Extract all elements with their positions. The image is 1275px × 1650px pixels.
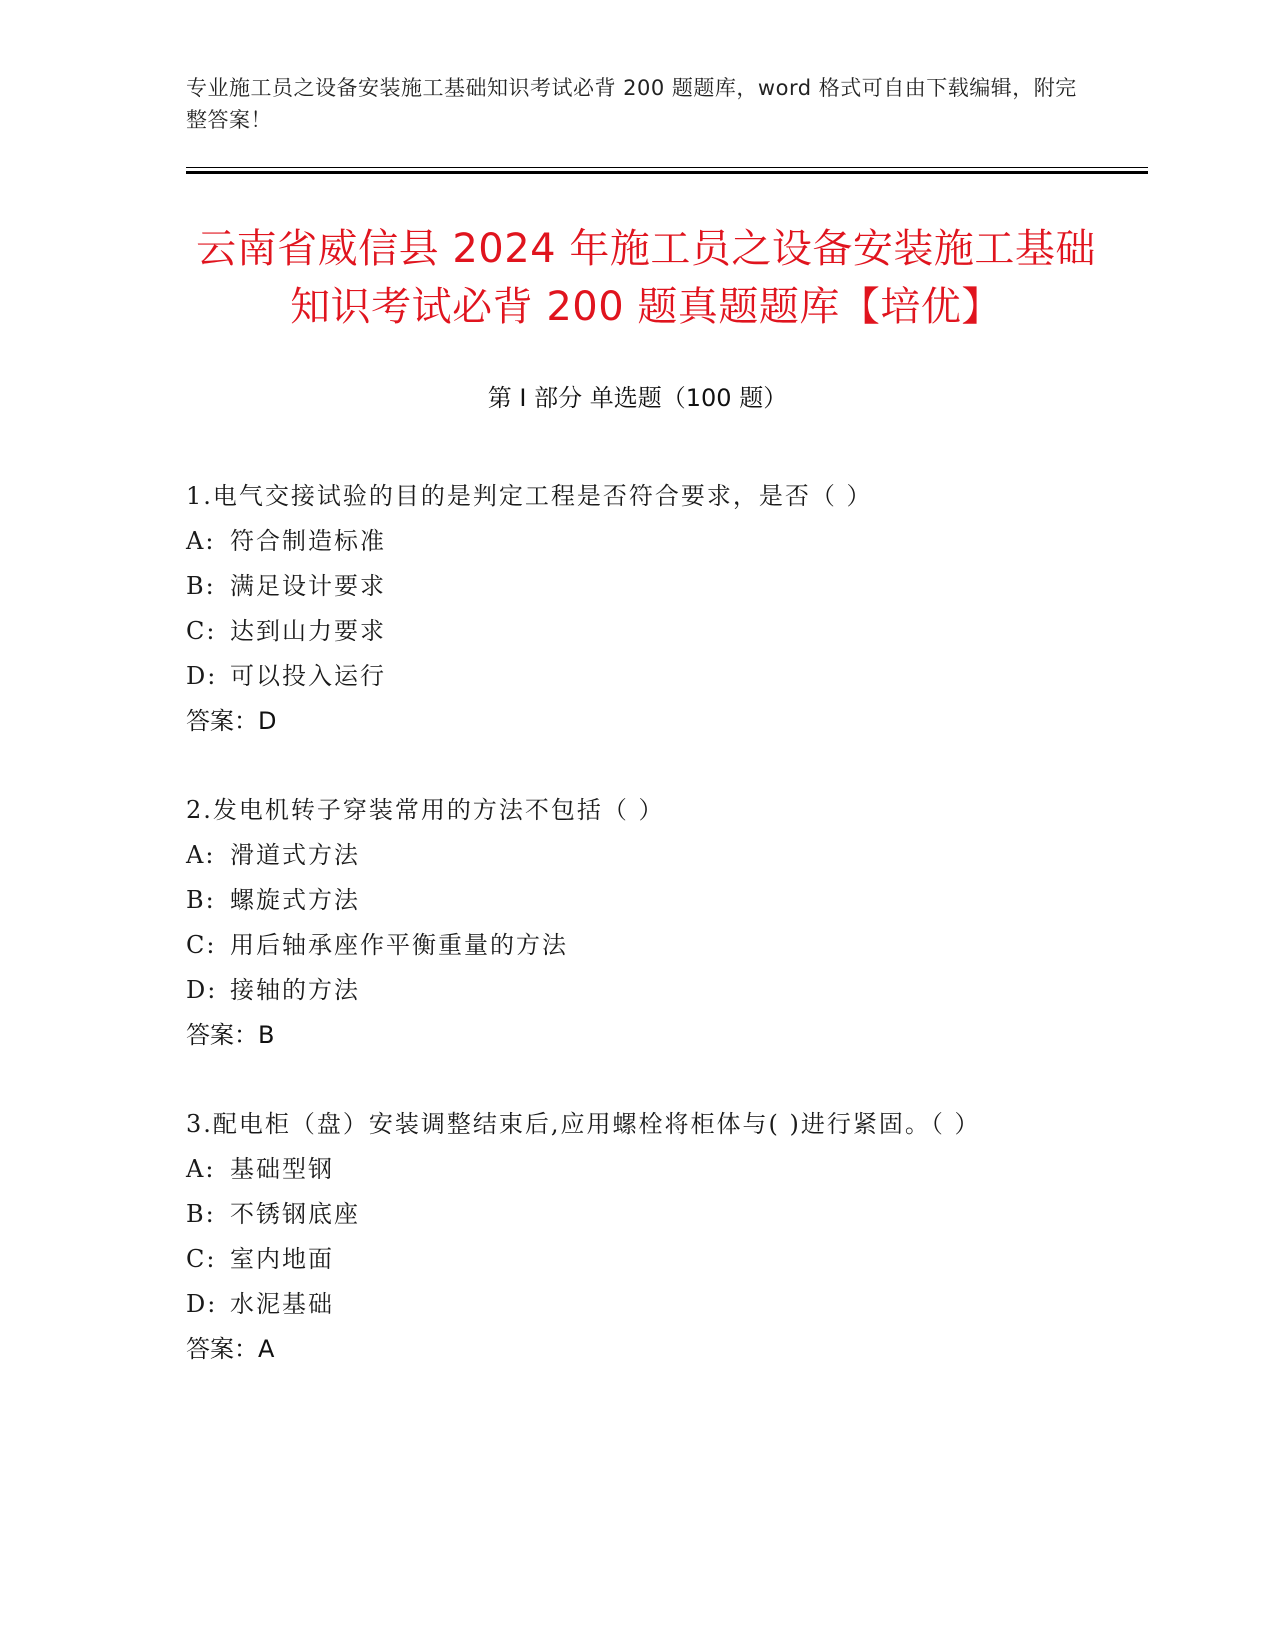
option-letter: A:	[186, 527, 216, 555]
option-letter: B:	[186, 886, 216, 914]
question-option	[186, 878, 1066, 923]
header-divider-thin	[186, 167, 1148, 168]
option-letter: C:	[186, 931, 217, 959]
option-letter: D:	[186, 976, 218, 1004]
option-text: 接轴的方法	[230, 976, 360, 1004]
document-title: 云南省威信县 2024 年施工员之设备安装施工基础知识考试必背 200 题真题题库【培优】	[196, 226, 1096, 330]
option-text: 水泥基础	[230, 1290, 334, 1318]
question-stem: 1.电气交接试验的目的是判定工程是否符合要求，是否（ ）	[186, 482, 873, 510]
option-text: 用后轴承座作平衡重量的方法	[230, 931, 568, 959]
question-stem: 2.发电机转子穿装常用的方法不包括（ ）	[186, 796, 665, 824]
header-divider-thick	[186, 171, 1148, 174]
question-option	[186, 1192, 1066, 1237]
question-option	[186, 519, 1066, 564]
option-text: 达到山力要求	[230, 617, 386, 645]
question-option	[186, 1282, 1066, 1327]
header-note: 专业施工员之设备安装施工基础知识考试必背 200 题题库，word 格式可自由下载编辑，附完整答案！	[186, 76, 1077, 132]
option-letter: B:	[186, 1200, 216, 1228]
question-answer: 答案：B	[186, 1021, 275, 1049]
option-text: 基础型钢	[230, 1155, 334, 1183]
question-option	[186, 1147, 1066, 1192]
option-letter: A:	[186, 841, 216, 869]
option-letter: B:	[186, 572, 216, 600]
question-list	[186, 474, 1066, 1416]
option-letter: D:	[186, 662, 218, 690]
question-option	[186, 564, 1066, 609]
option-letter: C:	[186, 1245, 217, 1273]
question-option	[186, 654, 1066, 699]
question-item	[186, 474, 1066, 744]
question-option	[186, 968, 1066, 1013]
option-letter: D:	[186, 1290, 218, 1318]
option-text: 滑道式方法	[230, 841, 360, 869]
option-text: 满足设计要求	[230, 572, 386, 600]
option-text: 不锈钢底座	[230, 1200, 360, 1228]
question-item	[186, 788, 1066, 1058]
question-option	[186, 923, 1066, 968]
option-text: 符合制造标准	[230, 527, 386, 555]
option-text: 可以投入运行	[230, 662, 386, 690]
option-letter: C:	[186, 617, 217, 645]
question-answer: 答案：A	[186, 1335, 275, 1363]
question-item	[186, 1102, 1066, 1372]
question-answer: 答案：D	[186, 707, 277, 735]
question-option	[186, 833, 1066, 878]
option-letter: A:	[186, 1155, 216, 1183]
question-option	[186, 1237, 1066, 1282]
option-text: 螺旋式方法	[230, 886, 360, 914]
option-text: 室内地面	[230, 1245, 334, 1273]
question-stem: 3.配电柜（盘）安装调整结束后,应用螺栓将柜体与( )进行紧固。（ ）	[186, 1110, 981, 1138]
section-title: 第 I 部分 单选题（100 题）	[487, 384, 788, 412]
question-option	[186, 609, 1066, 654]
